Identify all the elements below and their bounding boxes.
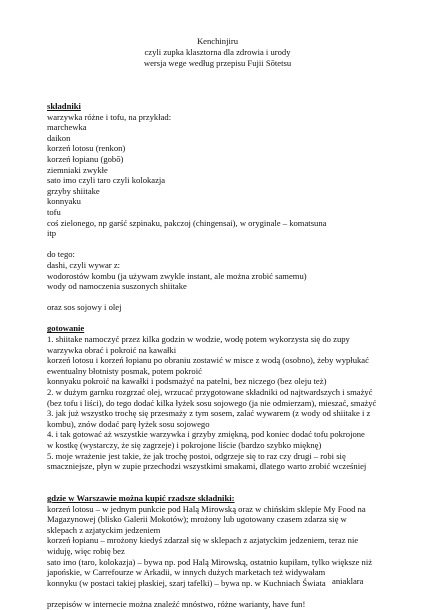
method-line: (bez tofu i liści), do tego dodać kilka łyżek sosu sojowego (ja nie odmierzam), mieszać, smażyć: [47, 397, 377, 408]
ingredients-extra: oraz sos sojowy i olej: [47, 302, 122, 313]
ingredient-item: coś zielonego, np garść szpinaku, pakczoj (chingensai), w oryginale – komatsuna: [47, 217, 327, 228]
ingredient-item: marchewka: [47, 122, 87, 133]
ingredient-item: grzyby shiitake: [47, 185, 100, 196]
dashi-intro: do tego:: [47, 249, 75, 260]
dashi-line: dashi, czyli wywar z:: [47, 259, 121, 270]
dashi-item: wodorostów kombu (ja używam zwykle instant, ale można zrobić samemu): [47, 270, 307, 281]
method-line: konnyaku pokroić na kawałki i podsmażyć na patelni, bez niczego (bez oleju też): [47, 376, 327, 387]
method-line: 2. w dużym garnku rozgrzać olej, wrzucać przygotowane składniki od najtwardszych i smażyć: [47, 387, 373, 398]
shopping-heading: gdzie w Warszawie można kupić rzadsze składniki:: [47, 492, 235, 503]
method-line: 3. jak już wszystko trochę się przesmaży z tym sosem, zalać wywarem (z wody od shiitake i z: [47, 408, 371, 419]
shopping-line: konnyku (w postaci takiej płaskiej, szarj tafelki) – bywa np. w Kuchniach Świata: [47, 577, 326, 588]
method-line: smaczniejsze, płyn w zupie przechodzi wszystkimi smakami, dlatego warto zrobić wcześniej: [47, 461, 367, 472]
method-line: kombu), znów dodać parę łyżek sosu sojowego: [47, 418, 210, 429]
method-line: w kostkę (wystarczy, że się zagrzeje) i pokrojone liście (bardzo szybko mięknę): [47, 440, 322, 450]
ingredient-item: sato imo czyli taro czyli kolokazja: [47, 175, 166, 186]
method-line: 1. shiitake namoczyć przez kilka godzin w wodzie, wodę potem wykorzysta się do zupy: [47, 334, 350, 345]
shopping-line: korzeń łopianu – mrożony kiedyś zdarzał się w sklepach z azjatyckim jedzeniem, teraz nie: [47, 535, 359, 546]
ingredient-item: korzeń lotosu (renkon): [47, 143, 126, 154]
method-line: warzywka obrać i pokroić na kawałki: [47, 344, 177, 355]
method-line: ewentualny błotnisty posmak, potem pokroić: [47, 365, 202, 376]
recipe-source: wersja wege według przepisu Fujii Sōtetsu: [143, 58, 292, 68]
recipe-title: Kenchinjiru: [196, 36, 239, 46]
author-signature: aniaklara: [332, 576, 364, 586]
shopping-line: sato imo (taro, kolokazja) – bywa np. pod Halą Mirowską, ostatnio kupiłam, tylko większe niż: [47, 556, 373, 567]
ingredients-heading: składniki: [47, 101, 81, 111]
shopping-line: Magazynowej (blisko Galerii Mokotów); mrożony lub ugotowany czasem zdarza się w: [47, 514, 347, 525]
method-steps: [47, 334, 387, 472]
closing-note: przepisów w internecie można znaleźć mnóstwo, różne warianty, have fun!: [47, 598, 306, 609]
method-line: 4. i tak gotować aż wszystkie warzywka i grzyby zmiękną, pod koniec dodać tofu pokrojone: [47, 429, 365, 440]
recipe-subtitle: czyli zupka klasztorna dla zdrowia i urody: [144, 47, 291, 57]
shopping-line: sklepach z azjatyckim jedzeniem: [47, 524, 161, 535]
ingredient-item: tofu: [47, 206, 61, 217]
shopping-line: korzeń lotosu – w jednym punkcie pod Halą Mirowską oraz w chińskim sklepie My Food na: [47, 503, 366, 514]
method-line: korzeń lotosu i korzeń łopianu po obraniu zostawić w misce z wodą (osobno), żeby wypłukać: [47, 355, 369, 366]
ingredients-list: [47, 122, 387, 239]
ingredient-item: konnyaku: [47, 196, 81, 207]
ingredients-intro: warzywka różne i tofu, na przykład:: [47, 111, 172, 122]
ingredient-item: itp: [47, 228, 57, 239]
shopping-line: widuję, więc robię bez: [47, 545, 125, 556]
dashi-item: wody od namoczenia suszonych shiitake: [47, 281, 187, 292]
ingredient-item: daikon: [47, 132, 71, 143]
method-line: 5. moje wrażenie jest takie, że jak trochę postoi, odgrzeje się to raz czy drugi – robi się: [47, 450, 346, 461]
recipe-body: [47, 101, 387, 610]
ingredient-item: korzeń łopianu (gobō): [47, 153, 124, 164]
method-heading: gotowanie: [47, 323, 85, 334]
shopping-line: japońskie, w Carrefourze w Arkadii, w innych dużych marketach też widywałam: [47, 567, 326, 578]
recipe-title-block: [0, 36, 435, 69]
ingredient-item: ziemniaki zwykłe: [47, 164, 108, 175]
